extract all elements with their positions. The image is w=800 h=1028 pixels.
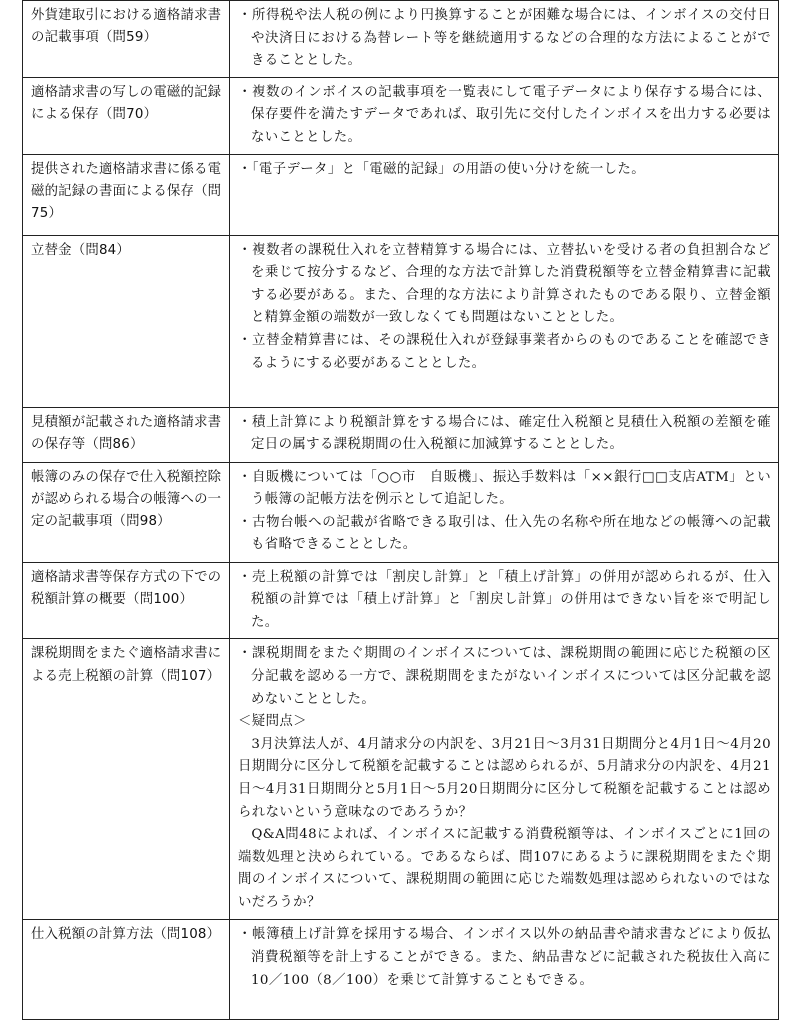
bullet-item: ・「電子データ」と「電磁的記録」の用語の使い分けを統一した。 <box>238 161 646 177</box>
bullet-item: ・所得税や法人税の例により円換算することが困難な場合には、インボイスの交付日や決済日における為替レート等を継続適用するなどの合理的な方法によることができることとした。 <box>238 8 771 69</box>
topic-cell: 提供された適格請求書に係る電磁的記録の書面による保存（問75） <box>23 154 230 235</box>
topic-cell: 外貨建取引における適格請求書の記載事項（問59） <box>23 1 230 78</box>
table-row <box>23 639 779 920</box>
topic-cell: 仕入税額の計算方法（問108） <box>23 920 230 1020</box>
qa-revision-table <box>22 0 779 1020</box>
change-cell <box>230 77 779 154</box>
table-body <box>23 1 779 1020</box>
bullet-item: ・課税期間をまたぐ期間のインボイスについては、課税期間の範囲に応じた税額の区分記載を認める一方で、課税期間をまたがないインボイスについては区分記載を認めないこととした。 <box>238 646 771 707</box>
bullet-item: ・古物台帳への記載が省略できる取引は、仕入先の名称や所在地などの帳簿への記載も省略できることとした。 <box>238 514 771 553</box>
change-cell <box>230 1 779 78</box>
table-row <box>23 1 779 78</box>
change-cell <box>230 235 779 407</box>
topic-cell: 見積額が記載された適格請求書の保存等（問86） <box>23 407 230 462</box>
question-paragraph: Q&A問48によれば、インボイスに記載する消費税額等は、インボイスごとに1回の端数処理と決められている。であるならば、問107にあるように課税期間をまたぐ期間のインボイスについて、課税期間の範囲に応じた端数処理は認められないのではないだろうか？ <box>238 827 771 910</box>
bullet-item: ・複数のインボイスの記載事項を一覧表にして電子データにより保存する場合には、保存要件を満たすデータであれば、取引先に交付したインボイスを出力する必要はないこととした。 <box>238 84 771 145</box>
table-row <box>23 920 779 1020</box>
table-row <box>23 235 779 407</box>
table-row <box>23 407 779 462</box>
question-paragraph: 3月決算法人が、4月請求分の内訳を、3月21日～3月31日期間分と4月1日～4月20日期間分に区分して税額を記載することは認められるが、5月請求分の内訳を、4月21日～4月31日期間分と5月1日～5月20日期間分に区分して税額を記載することは認められないという意味なのであろうか？ <box>238 736 771 820</box>
topic-cell: 帳簿のみの保存で仕入税額控除が認められる場合の帳簿への一定の記載事項（問98） <box>23 462 230 562</box>
table-row <box>23 562 779 639</box>
change-cell <box>230 407 779 462</box>
topic-cell: 立替金（問84） <box>23 235 230 407</box>
bullet-item: ・自販機については「○○市 自販機」、振込手数料は「××銀行□□支店ATM」という帳簿の記帳方法を例示として追記した。 <box>238 469 771 508</box>
bullet-item: ・複数者の課税仕入れを立替精算する場合には、立替払いを受ける者の負担割合などを乗じて按分するなど、合理的な方法で計算した消費税額等を立替金精算書に記載する必要がある。また、合理的な方法により計算されたものである限り、立替金額と精算金額の端数が一致しなくても問題はないこととした。 <box>238 242 771 326</box>
bullet-item: ・売上税額の計算では「割戻し計算」と「積上げ計算」の併用が認められるが、仕入税額の計算では「積上げ計算」と「割戻し計算」の併用はできない旨を※で明記した。 <box>238 569 771 630</box>
topic-cell: 適格請求書等保存方式の下での税額計算の概要（問100） <box>23 562 230 639</box>
change-cell <box>230 154 779 235</box>
table-row <box>23 154 779 235</box>
topic-cell: 適格請求書の写しの電磁的記録による保存（問70） <box>23 77 230 154</box>
question-heading: ＜疑問点＞ <box>238 714 307 730</box>
qa-revision-table-page <box>22 0 778 1028</box>
change-cell <box>230 920 779 1020</box>
table-row <box>23 77 779 154</box>
change-cell <box>230 462 779 562</box>
change-cell <box>230 639 779 920</box>
bullet-item: ・積上計算により税額計算をする場合には、確定仕入税額と見積仕入税額の差額を確定日の属する課税期間の仕入税額に加減算することとした。 <box>238 414 771 453</box>
table-row <box>23 462 779 562</box>
bullet-item: ・帳簿積上げ計算を採用する場合、インボイス以外の納品書や請求書などにより仮払消費税額等を計上することができる。また、納品書などに記載された税抜仕入高に10／100（8／100）を乗じて計算することもできる。 <box>238 927 771 988</box>
change-cell <box>230 562 779 639</box>
topic-cell: 課税期間をまたぐ適格請求書による売上税額の計算（問107） <box>23 639 230 920</box>
bullet-item: ・立替金精算書には、その課税仕入れが登録事業者からのものであることを確認できるようにする必要があることとした。 <box>238 332 771 371</box>
